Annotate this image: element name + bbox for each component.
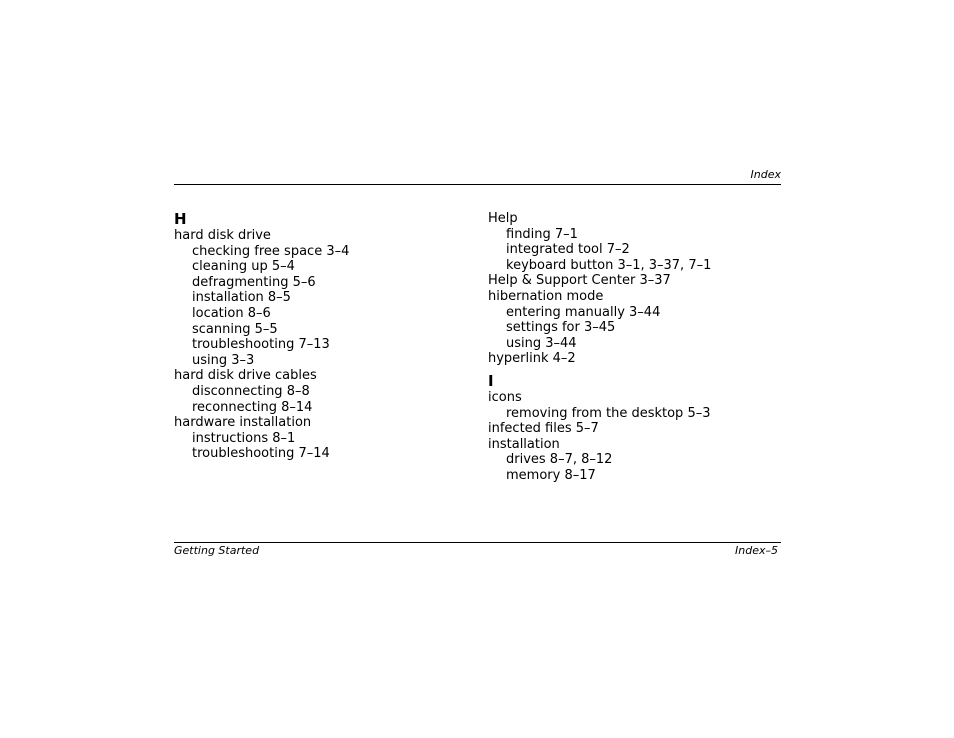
index-column-left bbox=[174, 211, 349, 462]
index-subentry: installation 8–5 bbox=[192, 290, 291, 306]
index-entry: hard disk drive cables bbox=[174, 368, 317, 384]
index-subentry: scanning 5–5 bbox=[192, 321, 278, 337]
index-section-letter: I bbox=[488, 371, 494, 390]
index-subentry: defragmenting 5–6 bbox=[192, 274, 316, 290]
index-subentry: memory 8–17 bbox=[506, 467, 596, 483]
header-rule bbox=[174, 184, 781, 185]
index-entry: hyperlink 4–2 bbox=[488, 351, 576, 367]
index-subentry: checking free space 3–4 bbox=[192, 243, 350, 259]
index-entry: infected files 5–7 bbox=[488, 421, 599, 437]
index-subentry: disconnecting 8–8 bbox=[192, 383, 310, 399]
index-column-right bbox=[488, 211, 711, 484]
index-subentry: troubleshooting 7–13 bbox=[192, 337, 330, 353]
index-entry: hardware installation bbox=[174, 415, 312, 431]
index-entry: Help bbox=[488, 211, 518, 226]
index-subentry: integrated tool 7–2 bbox=[506, 242, 630, 258]
index-subentry: keyboard button 3–1, 3–37, 7–1 bbox=[506, 257, 712, 273]
index-entry: Help & Support Center 3–37 bbox=[488, 273, 671, 289]
index-section-letter: H bbox=[174, 210, 187, 228]
index-subentry: finding 7–1 bbox=[506, 226, 578, 242]
index-subentry: cleaning up 5–4 bbox=[192, 259, 295, 275]
footer-book-title: Getting Started bbox=[174, 544, 260, 557]
index-subentry: reconnecting 8–14 bbox=[192, 399, 313, 415]
index-entry: installation bbox=[488, 436, 560, 452]
index-subentry: removing from the desktop 5–3 bbox=[506, 405, 711, 421]
footer-rule bbox=[174, 542, 781, 543]
index-entry: hard disk drive bbox=[174, 228, 271, 243]
index-subentry: troubleshooting 7–14 bbox=[192, 446, 330, 462]
footer-page-number: Index–5 bbox=[735, 544, 778, 557]
index-subentry: using 3–44 bbox=[506, 335, 577, 351]
index-subentry: drives 8–7, 8–12 bbox=[506, 452, 613, 468]
index-subentry: location 8–6 bbox=[192, 305, 271, 321]
index-subentry: settings for 3–45 bbox=[506, 320, 616, 336]
index-entry: hibernation mode bbox=[488, 288, 604, 304]
index-subentry: instructions 8–1 bbox=[192, 430, 296, 446]
index-subentry: using 3–3 bbox=[192, 352, 255, 368]
index-entry: icons bbox=[488, 389, 522, 405]
running-header: Index bbox=[750, 168, 781, 181]
index-subentry: entering manually 3–44 bbox=[506, 304, 661, 320]
